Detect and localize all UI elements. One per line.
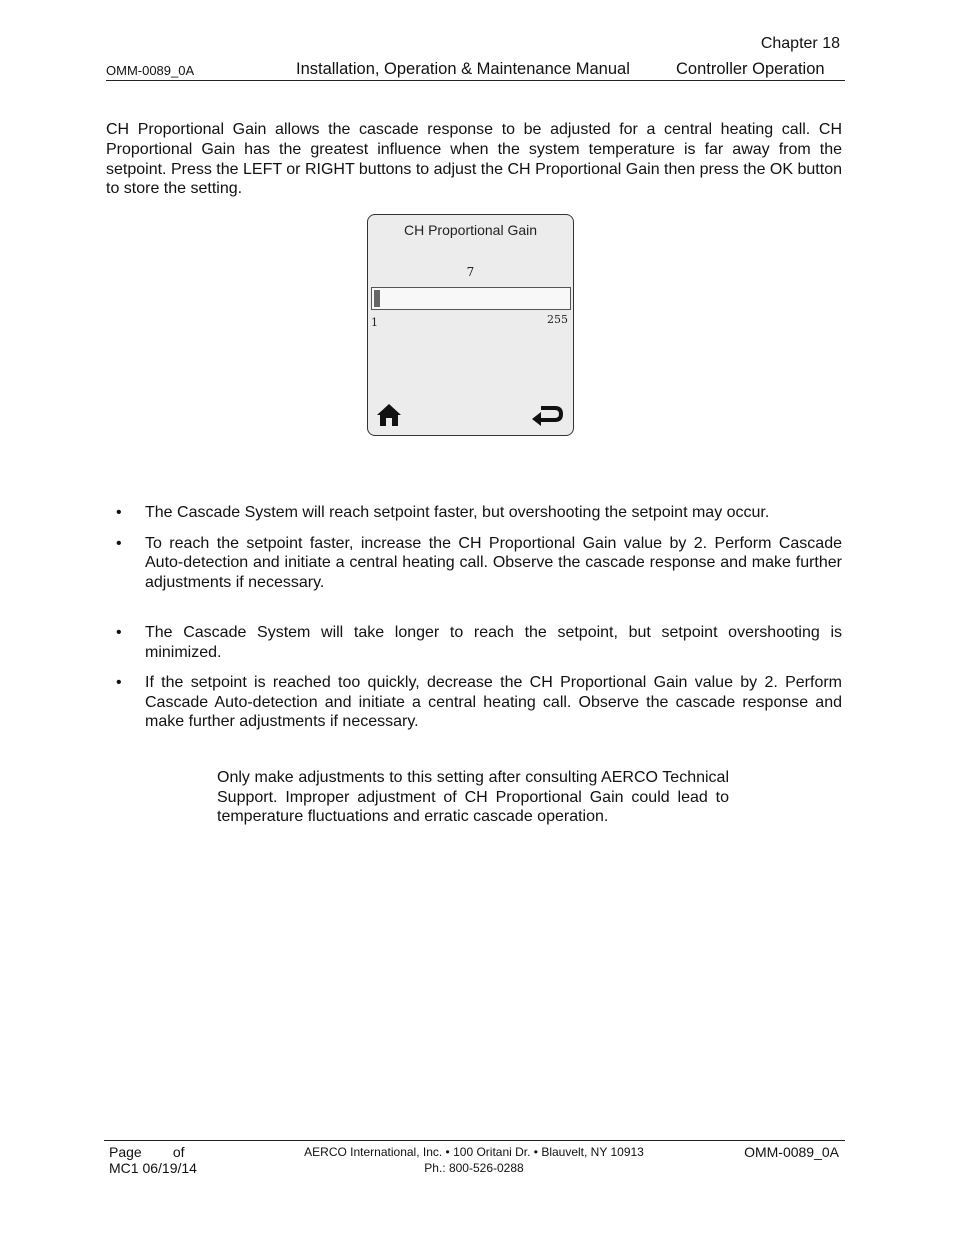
footer-doc-number: OMM-0089_0A bbox=[744, 1144, 839, 1160]
header-doc-number: OMM-0089_0A bbox=[106, 63, 195, 78]
slider-min-label: 1 bbox=[371, 316, 378, 329]
bullet-dot-icon: • bbox=[116, 504, 122, 521]
return-arrow-icon[interactable] bbox=[531, 402, 563, 426]
list-item-text: The Cascade System will reach setpoint faster, but overshooting the setpoint may occur. bbox=[145, 504, 770, 521]
gain-slider[interactable] bbox=[371, 287, 571, 310]
footer-address: AERCO International, Inc. • 100 Oritani Dr. • Blauvelt, NY 10913 bbox=[304, 1145, 644, 1159]
screen-title: CH Proportional Gain bbox=[403, 222, 538, 238]
footer-divider bbox=[104, 1140, 845, 1141]
list-item bbox=[106, 534, 842, 593]
footer-phone: Ph.: 800-526-0288 bbox=[424, 1161, 524, 1175]
intro-paragraph: CH Proportional Gain allows the cascade response to be adjusted for a central heating call. CH Proportional Gain has the greatest influence when the system temperature is far away from the setpoint. Press the LEFT or RIGHT buttons to adjust the CH Proportional Gain then press the OK button to store the setting. bbox=[106, 121, 842, 198]
bullet-dot-icon: • bbox=[116, 674, 122, 692]
bullet-list-increase bbox=[106, 503, 842, 603]
bullet-list-decrease bbox=[106, 623, 842, 743]
list-item-text: To reach the setpoint faster, increase the CH Proportional Gain value by 2. Perform Cascade Auto-detection and initiate a central heating call. Observe the cascade response and make further adjustments if necessary. bbox=[145, 534, 842, 591]
section-title: Controller Operation bbox=[676, 60, 825, 78]
bullet-dot-icon: • bbox=[116, 624, 122, 641]
slider-max-label: 255 bbox=[547, 313, 568, 326]
home-icon[interactable] bbox=[376, 403, 402, 427]
list-item-text: If the setpoint is reached too quickly, decrease the CH Proportional Gain value by 2. Perform Cascade Auto-detection and initiate a central heating call. Observe the cascade response and make further adjustments if necessary. bbox=[145, 674, 842, 731]
controller-screen bbox=[367, 214, 574, 436]
chapter-label: Chapter 18 bbox=[760, 35, 840, 52]
list-item bbox=[106, 503, 842, 523]
list-item bbox=[106, 623, 842, 662]
gain-slider-fill bbox=[374, 290, 380, 307]
header-divider bbox=[106, 80, 845, 81]
gain-value: 7 bbox=[466, 265, 475, 279]
list-item-text: The Cascade System will take longer to reach the setpoint, but setpoint overshooting is minimized. bbox=[145, 624, 842, 661]
footer-revision: MC1 06/19/14 bbox=[109, 1160, 197, 1176]
bullet-dot-icon: • bbox=[116, 534, 122, 552]
footer-page-label: Page of bbox=[109, 1144, 185, 1160]
manual-title: Installation, Operation & Maintenance Manual bbox=[296, 60, 630, 78]
caution-note: Only make adjustments to this setting after consulting AERCO Technical Support. Improper adjustment of CH Proportional Gain could lead to temperature fluctuations and erratic cascade operation. bbox=[217, 769, 729, 826]
list-item bbox=[106, 673, 842, 732]
